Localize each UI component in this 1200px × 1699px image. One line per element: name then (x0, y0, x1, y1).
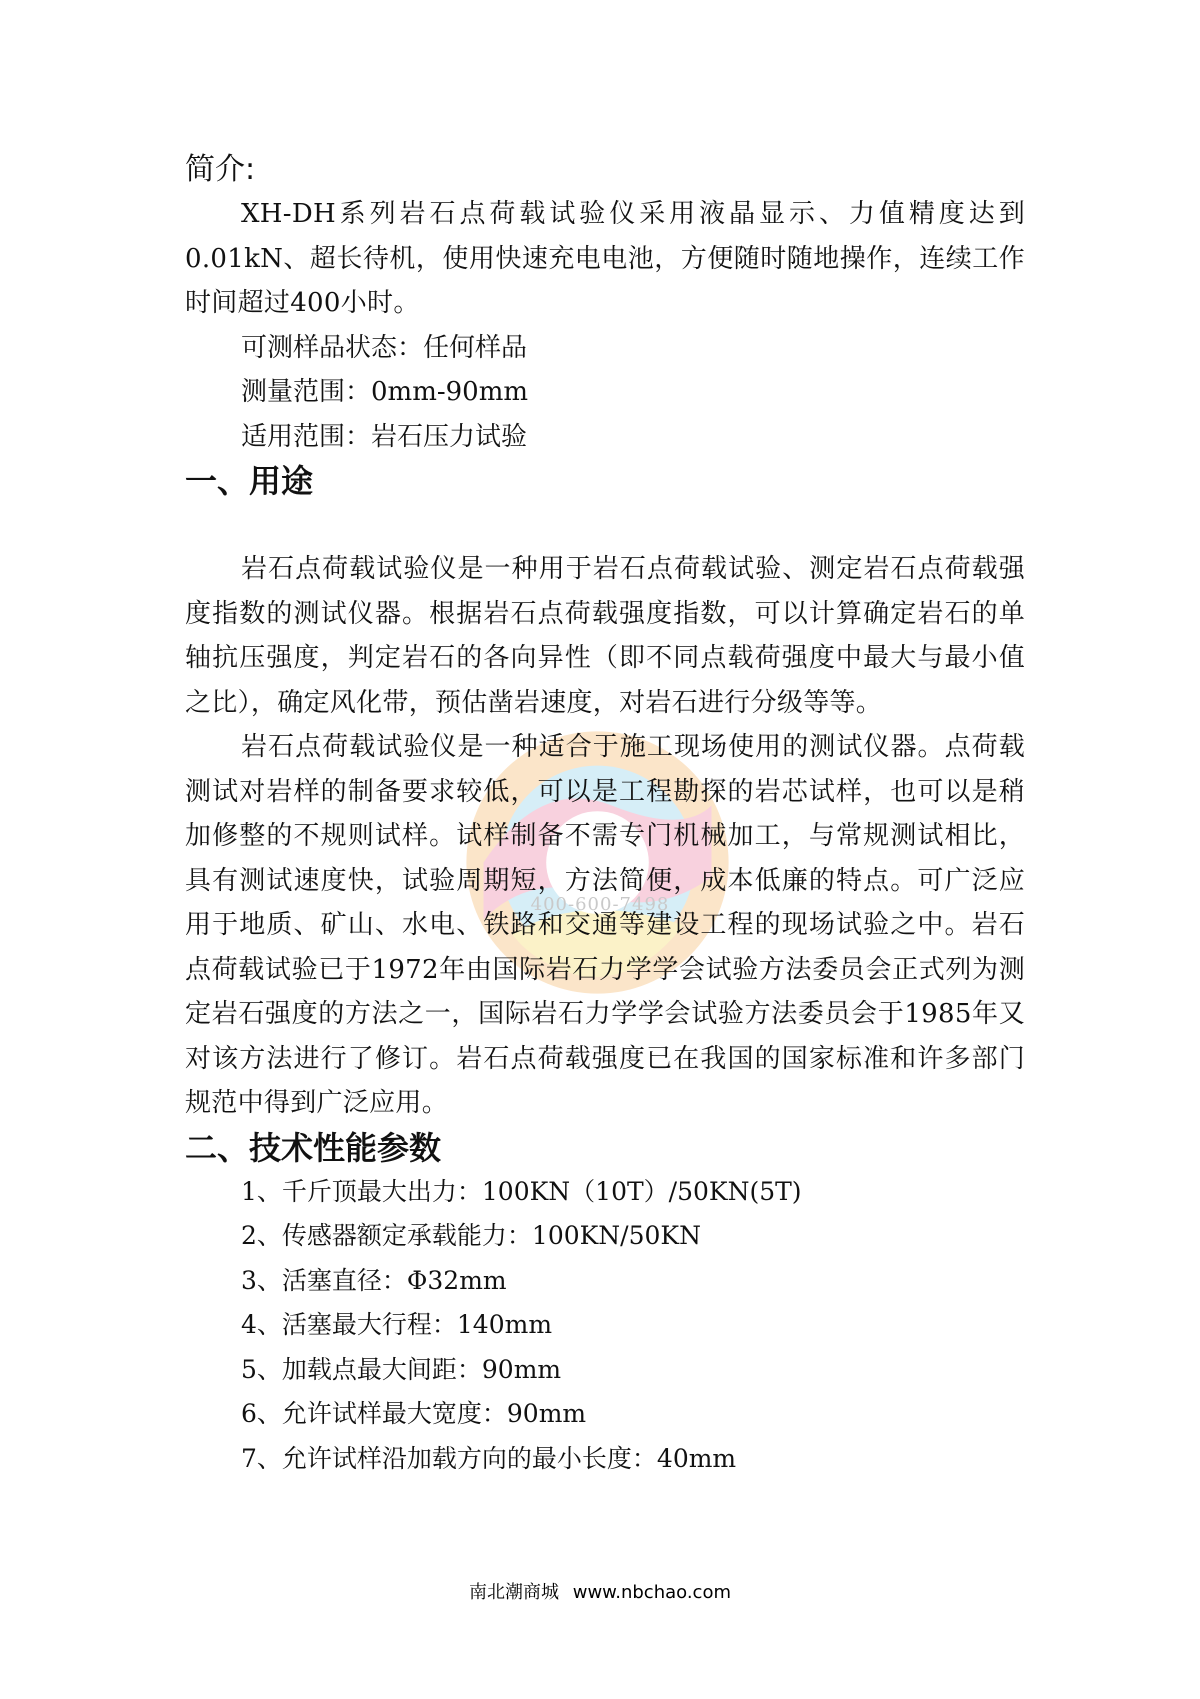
footer-store-name: 南北潮商城 (469, 1582, 559, 1603)
page-footer (0, 1578, 1200, 1604)
params-list (185, 1170, 1025, 1482)
param-item: 1、千斤顶最大出力：100KN（10T）/50KN(5T) (241, 1176, 802, 1206)
apply-range-line: 适用范围：岩石压力试验 (241, 421, 528, 452)
param-item: 3、活塞直径：Φ32mm (241, 1265, 507, 1295)
params-title: 二、技术性能参数 (185, 1128, 442, 1167)
sample-state-line: 可测样品状态：任何样品 (241, 332, 528, 363)
watermark-phone: 400-600-7498 (530, 894, 670, 915)
param-item: 4、活塞最大行程：140mm (241, 1310, 553, 1339)
document-body (185, 148, 1025, 1481)
intro-title: 简介: (185, 152, 256, 187)
param-item: 5、加载点最大间距：90mm (241, 1354, 562, 1384)
spacer (185, 503, 1025, 547)
usage-title: 一、用途 (185, 462, 314, 500)
intro-paragraph: XH-DH系列岩石点荷载试验仪采用液晶显示、力值精度达到0.01kN、超长待机，使用快速充电电池，方便随时随地操作，连续工作时间超过400小时。 (185, 199, 1025, 318)
param-item: 7、允许试样沿加载方向的最小长度：40mm (241, 1443, 737, 1473)
footer-url-link[interactable]: www.nbchao.com (572, 1582, 731, 1603)
param-item: 2、传感器额定承载能力：100KN/50KN (241, 1221, 701, 1250)
param-item: 6、允许试样最大宽度：90mm (241, 1399, 587, 1428)
measure-range-line: 测量范围：0mm-90mm (241, 377, 529, 407)
usage-paragraph-2: 岩石点荷载试验仪是一种适合于施工现场使用的测试仪器。点荷载测试对岩样的制备要求较低，可以是工程勘探的岩芯试样，也可以是稍加修整的不规则试样。试样制备不需专门机械加工，与常规测试相比，具有测试速度快，试验周期短，方法简便，成本低廉的特点。可广泛应用于地质、矿山、水电、铁路和交通等建设工程的现场试验之中。岩石点荷载试验已于1972年由国际岩石力学学会试验方法委员会正式列为测定岩石强度的方法之一，国际岩石力学学会试验方法委员会于1985年又对该方法进行了修订。岩石点荷载强度已在我国的国家标准和许多部门规范中得到广泛应用。 (185, 732, 1025, 1118)
usage-paragraph-1: 岩石点荷载试验仪是一种用于岩石点荷载试验、测定岩石点荷载强度指数的测试仪器。根据岩石点荷载强度指数，可以计算确定岩石的单轴抗压强度，判定岩石的各向异性（即不同点载荷强度中最大与最小值之比），确定风化带，预估凿岩速度，对岩石进行分级等等。 (185, 554, 1025, 718)
